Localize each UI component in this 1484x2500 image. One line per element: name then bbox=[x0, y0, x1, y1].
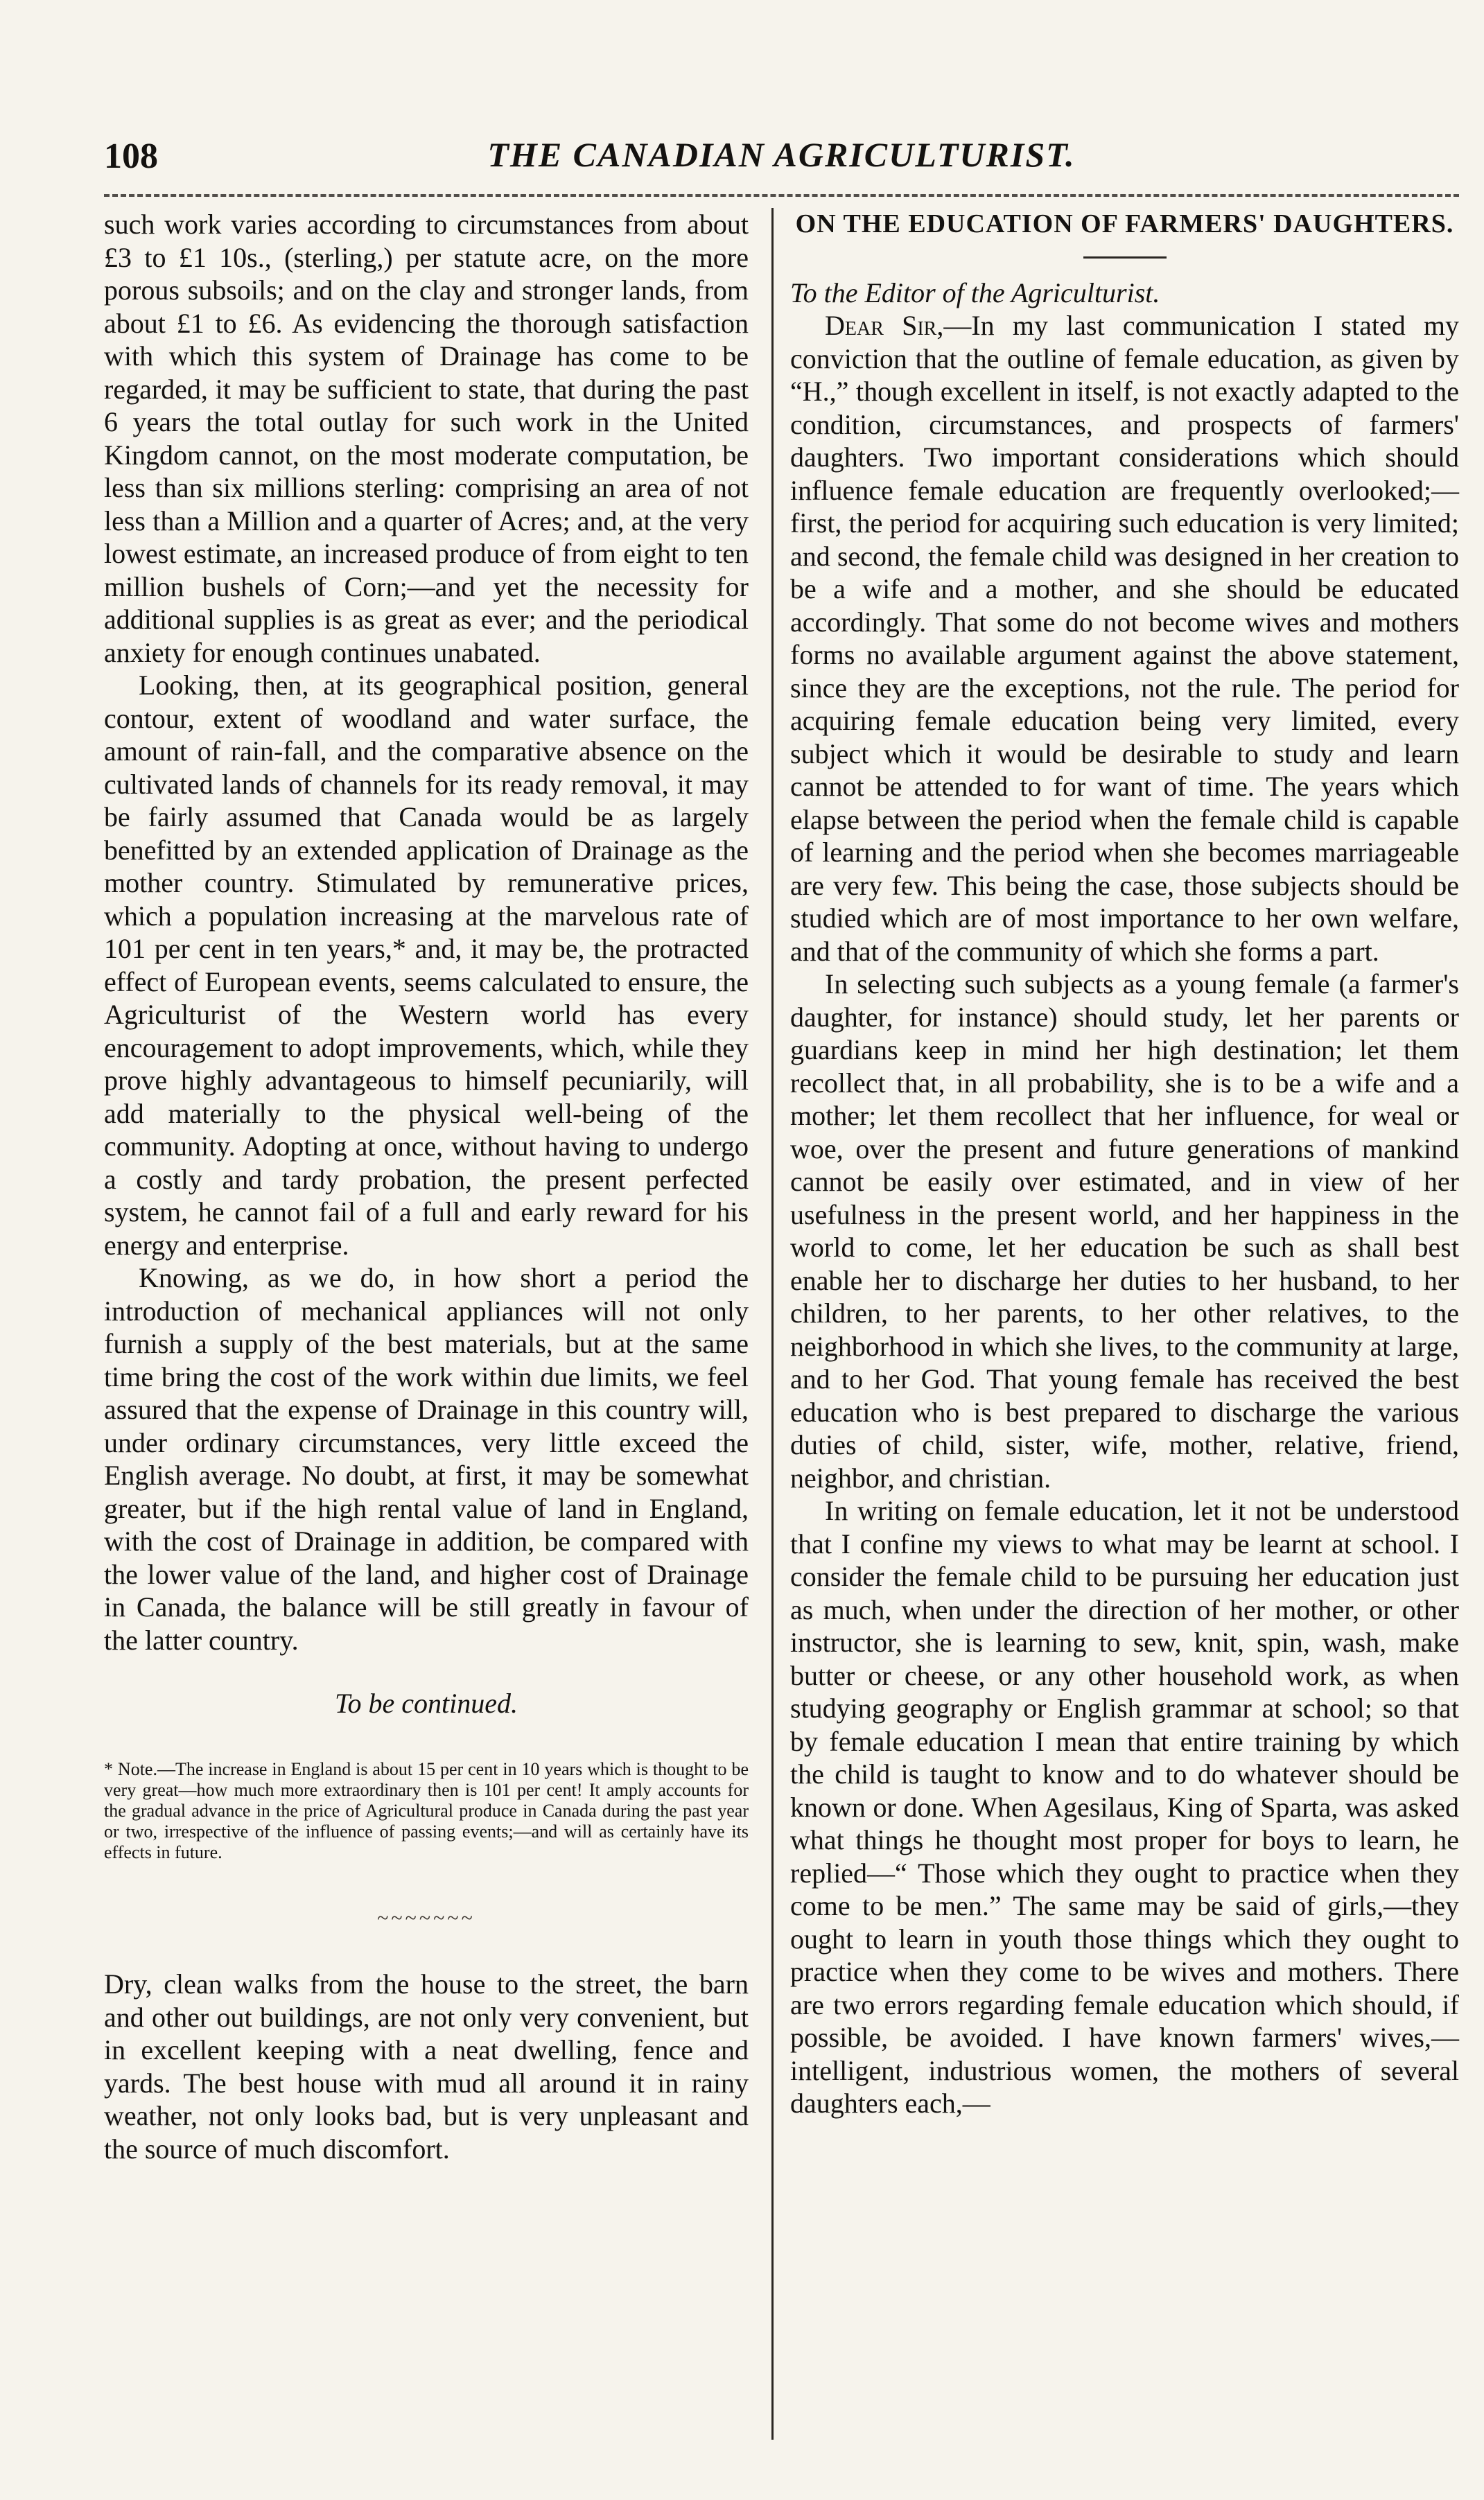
section-divider: ~~~~~~~ bbox=[377, 1906, 475, 1930]
right-paragraph-2: In selecting such subjects as a young female (a farmer's daughter, for instance) should study, let her parents or guardians keep in mind her high destination; let them recollect that, in all probability, she is to be a wife and a mother; let them recollect that her influence, for weal or woe, over the present and future generations of mankind cannot be easily over estimated, and in view of her usefulness in the present world, and her happiness in the world to come, let her education be such as shall best enable her to discharge her duties to her husband, to her children, to her parents, to her other relatives, to the neighborhood in which she lives, to the community at large, and to her God. That young female has received the best education who is best prepared to discharge the various duties of child, sister, wife, mother, relative, friend, neighbor, and christian. bbox=[790, 968, 1459, 1494]
salutation: To the Editor of the Agriculturist. bbox=[790, 277, 1160, 308]
article-heading: ON THE EDUCATION OF FARMERS' DAUGHTERS. bbox=[795, 209, 1454, 238]
opening-word: Dear Sir, bbox=[825, 310, 944, 341]
right-column bbox=[790, 208, 1459, 2120]
left-paragraph-2: Looking, then, at its geographical position, general contour, extent of woodland and water surface, the amount of rain-fall, and the comparative absence on the cultivated lands of channels for its ready removal, it may be fairly assumed that Canada would be as largely benefitted by an extended application of Drainage as the mother country. Stimulated by remunerative prices, which a population increasing at the marvelous rate of 101 per cent in ten years,* and, it may be, the protracted effect of European events, seems calculated to ensure, the Agriculturist of the Western world has every encouragement to adopt improvements, which, while they prove highly advantageous to himself pecuniarily, will add materially to the physical well-being of the community. Adopting at once, without having to undergo a costly and tardy probation, the present perfected system, he cannot fail of a full and early reward for his energy and enterprise. bbox=[104, 670, 749, 1261]
page-number: 108 bbox=[104, 137, 158, 176]
to-be-continued: To be continued. bbox=[334, 1688, 518, 1719]
right-paragraph-1-text: —In my last communication I stated my conviction that the outline of female education, as given by “H.,” though excellent in itself, is not exactly adapted to the condition, circumstances, and prospects of farmers' daughters. Two important considerations which should influence female education are frequently overlooked;—first, the period for acquiring such education is very limited; and second, the female child was designed in her creation to be a wife and a mother, and she should be educated accordingly. That some do not become wives and mothers forms no available argument against the above statement, since they are the exceptions, not the rule. The period for acquiring female education being very limited, every subject which it would be desirable to study and learn cannot be attended to for want of time. The years which elapse between the period when the female child is capable of learning and the period when she becomes marriageable are very few. This being the case, those subjects should be studied which are of most importance to her own welfare, and that of the community of which she forms a part. bbox=[790, 310, 1459, 967]
header-rule bbox=[104, 194, 1459, 197]
running-title: THE CANADIAN AGRICULTURIST. bbox=[487, 135, 1076, 174]
left-paragraph-3: Knowing, as we do, in how short a period the introduction of mechanical appliances will not only furnish a supply of the best materials, but at the same time bring the cost of the work within due limits, we feel assured that the expense of Drainage in this country will, under ordinary circumstances, very little exceed the English average. No doubt, at first, it may be somewhat greater, but if the high rental value of land in England, with the cost of Drainage in addition, be compared with the lower value of the land, and higher cost of Drainage in Canada, the balance will be still greatly in favour of the latter country. bbox=[104, 1262, 749, 1656]
page-header bbox=[104, 132, 1459, 180]
column-divider bbox=[771, 208, 774, 2440]
right-paragraph-1 bbox=[790, 309, 1459, 968]
left-paragraph-1: such work varies according to circumstances from about £3 to £1 10s., (sterling,) per statute acre, on the more porous subsoils; and on the clay and stronger lands, from about £1 to £6. As evidencing the thorough satisfaction with which this system of Drainage has come to be regarded, it may be sufficient to state, that during the past 6 years the total outlay for such work in the United Kingdom cannot, on the most moderate computation, be less than six millions sterling: comprising an area of not less than a Million and a quarter of Acres; and, at the very lowest estimate, an increased produce of from eight to ten million bushels of Corn;—and yet the necessity for additional supplies is as great as ever; and the periodical anxiety for enough continues unabated. bbox=[104, 209, 749, 668]
right-paragraph-3: In writing on female education, let it not be understood that I confine my views to what may be learnt at school. I consider the female child to be pursuing her education just as much, when under the direction of her mother, or other instructor, she is learning to sew, knit, spin, wash, make butter or cheese, or any other household work, as when studying geography or English grammar at school; so that by female education I mean that entire training by which the child is taught to know and to do whatever should be known or done. When Agesilaus, King of Sparta, was asked what things he thought most proper for boys to learn, he replied—“ Those which they ought to practice when they come to be men.” The same may be said of girls,—they ought to learn in youth those things which they ought to practice when they come to be wives and mothers. There are two errors regarding female education which should, if possible, be avoided. I have known farmers' wives,—intelligent, industrious women, the mothers of several daughters each,— bbox=[790, 1495, 1459, 2119]
heading-rule bbox=[1083, 256, 1167, 259]
footnote: * Note.—The increase in England is about 15 per cent in 10 years which is thought to be very great—how much more extraordinary then is 101 per cent! It amply accounts for the gradual advance in the price of Agricultural produce in Canada during the past year or two, irrespective of the influence of passing events;—and will as certainly have its effects in future. bbox=[104, 1758, 749, 1862]
left-column bbox=[104, 208, 749, 2165]
walks-paragraph: Dry, clean walks from the house to the street, the barn and other out buildings, are not only very convenient, but in excellent keeping with a neat dwelling, fence and yards. The best house with mud all around it in rainy weather, not only looks bad, but is very unpleasant and the source of much discomfort. bbox=[104, 1968, 749, 2165]
